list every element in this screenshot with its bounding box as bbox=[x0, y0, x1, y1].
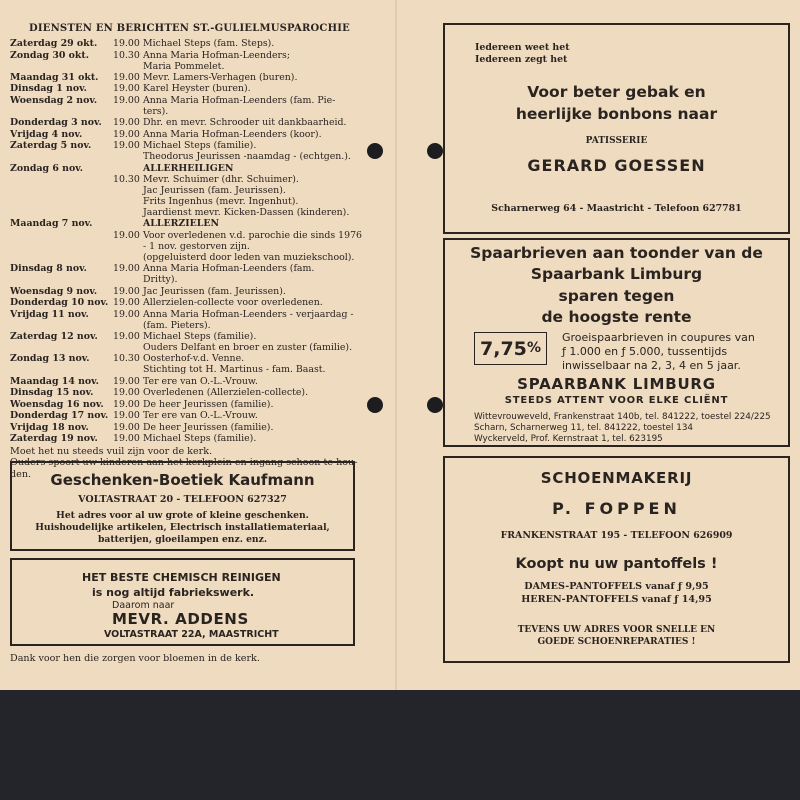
punch-hole-left-bottom bbox=[367, 397, 383, 413]
schedule-time: 19.00 bbox=[113, 387, 140, 399]
punch-hole-right-bottom bbox=[427, 397, 443, 413]
schedule-time: 19.00 bbox=[113, 308, 140, 320]
punch-hole-left-top bbox=[367, 143, 383, 159]
schedule-description: Anna Maria Hofman-Leenders; Maria Pommelet. bbox=[143, 49, 290, 72]
schedule-note: Ouders spoort uw kinderen aan het kerkplein en ingang schoon te hou- bbox=[10, 457, 358, 469]
fold-crease bbox=[395, 0, 397, 690]
schedule-day: Vrijdag 11 nov. bbox=[10, 308, 89, 320]
addens-line-3: Daarom naar bbox=[112, 600, 175, 611]
foppen-address: FRANKENSTRAAT 195 - TELEFOON 626909 bbox=[500, 530, 733, 541]
schedule-day: Woensdag 2 nov. bbox=[10, 94, 98, 106]
spaarbank-line-1: Spaarbrieven aan toonder van de bbox=[470, 244, 763, 262]
spaarbank-line-3: sparen tegen bbox=[558, 287, 675, 305]
schedule-day: Vrijdag 18 nov. bbox=[10, 421, 89, 433]
schedule-day: Donderdag 10 nov. bbox=[10, 297, 109, 309]
schedule-description: ALLERZIELEN bbox=[143, 218, 220, 230]
schedule-time: 19.00 bbox=[113, 263, 140, 275]
goessen-slogan-1: Voor beter gebak en bbox=[527, 83, 706, 101]
schedule-time: 19.00 bbox=[113, 297, 140, 309]
foppen-line-1: SCHOENMAKERIJ bbox=[540, 469, 693, 487]
schedule-day: Dinsdag 1 nov. bbox=[10, 83, 87, 95]
goessen-tag-1: Iedereen weet het bbox=[475, 42, 570, 53]
schedule-description: Anna Maria Hofman-Leenders (fam. Pie- ters). bbox=[143, 94, 336, 117]
foppen-ad bbox=[443, 456, 790, 663]
addens-line-1: HET BESTE CHEMISCH REINIGEN bbox=[82, 571, 281, 584]
schedule-time: 19.00 bbox=[113, 421, 140, 433]
rate-unit: % bbox=[527, 340, 542, 356]
schedule-time: 19.00 bbox=[113, 71, 140, 83]
goessen-ad bbox=[443, 23, 790, 234]
schedule-time: 19.00 bbox=[113, 398, 140, 410]
foppen-extra-1: TEVENS UW ADRES VOOR SNELLE EN bbox=[517, 625, 716, 635]
schedule-description: Oosterhof-v.d. Venne. Stichting tot H. Martinus - fam. Baast. bbox=[143, 353, 326, 376]
schedule-description: Karel Heyster (buren). bbox=[143, 83, 251, 95]
schedule-day: Zondag 30 okt. bbox=[10, 49, 90, 61]
goessen-name: GERARD GOESSEN bbox=[527, 156, 706, 175]
schedule-time: 19.00 bbox=[113, 285, 140, 297]
goessen-tag-2: Iedereen zegt het bbox=[475, 54, 568, 65]
binding-backdrop bbox=[0, 690, 800, 800]
schedule-description: Mevr. Schuimer (dhr. Schuimer). Jac Jeurissen (fam. Jeurissen). Frits Ingenhus (mevr. Ingenhut). Jaardienst mevr. Kicken-Dassen (kinderen). bbox=[143, 174, 350, 219]
schedule-description: Voor overledenen v.d. parochie die sinds 1976 - 1 nov. gestorven zijn. (opgeluisterd door leden van muziekschool). bbox=[143, 229, 363, 263]
schedule-day: Zaterdag 29 okt. bbox=[10, 38, 98, 49]
schedule-description: Mevr. Lamers-Verhagen (buren). bbox=[143, 71, 298, 83]
spaarbank-ad bbox=[443, 238, 790, 447]
foppen-name: P. FOPPEN bbox=[552, 499, 681, 518]
schedule-day: Vrijdag 4 nov. bbox=[10, 128, 83, 140]
kaufmann-line-3: batterijen, gloeilampen enz. enz. bbox=[97, 534, 268, 545]
schedule-time: 19.00 bbox=[113, 410, 140, 422]
schedule-note: den. bbox=[10, 468, 32, 480]
schedule-description: Michael Steps (familie). Theodorus Jeurissen -naamdag - (echtgen.). bbox=[143, 140, 351, 163]
spaarbank-tagline: STEEDS ATTENT VOOR ELKE CLIËNT bbox=[504, 395, 729, 406]
schedule-description: De heer Jeurissen (familie). bbox=[143, 398, 274, 410]
schedule-day: Zaterdag 5 nov. bbox=[10, 140, 92, 152]
schedule-day: Zaterdag 12 nov. bbox=[10, 331, 98, 342]
schedule-time: 19.00 bbox=[113, 117, 140, 129]
schedule-day: Woensdag 9 nov. bbox=[10, 285, 98, 297]
spaarbank-line-4: de hoogste rente bbox=[541, 308, 692, 326]
schedule-description: Allerzielen-collecte voor overledenen. bbox=[143, 297, 323, 309]
schedule-day: Dinsdag 8 nov. bbox=[10, 263, 87, 275]
schedule-time: 10.30 bbox=[113, 49, 140, 61]
schedule-day: Maandag 7 nov. bbox=[10, 218, 93, 230]
schedule-time: 19.00 bbox=[113, 375, 140, 387]
schedule-description: Overledenen (Allerzielen-collecte). bbox=[143, 387, 309, 399]
kaufmann-ad bbox=[10, 461, 355, 551]
addens-name: MEVR. ADDENS bbox=[112, 610, 249, 628]
kaufmann-line-2: Huishoudelijke artikelen, Electrisch installatiemateriaal, bbox=[35, 522, 330, 533]
schedule-note: Moet het nu steeds vuil zijn voor de kerk. bbox=[10, 445, 213, 457]
schedule-time: 10.30 bbox=[113, 174, 140, 186]
schedule-time: 10.30 bbox=[113, 353, 140, 365]
schedule-time: 19.00 bbox=[113, 331, 140, 342]
schedule-time: 19.00 bbox=[113, 140, 140, 152]
schedule-day: Zondag 6 nov. bbox=[10, 162, 83, 174]
schedule-title: DIENSTEN EN BERICHTEN ST.-GULIELMUSPAROCHIE bbox=[29, 23, 350, 34]
kaufmann-address: VOLTASTRAAT 20 - TELEFOON 627327 bbox=[78, 494, 287, 505]
schedule-time: 19.00 bbox=[113, 83, 140, 95]
schedule-time: 19.00 bbox=[113, 128, 140, 140]
spaarbank-line-2: Spaarbank Limburg bbox=[530, 265, 703, 283]
schedule-description: Jac Jeurissen (fam. Jeurissen). bbox=[143, 285, 286, 297]
schedule-time: 19.00 bbox=[113, 94, 140, 106]
kaufmann-line-1: Het adres voor al uw grote of kleine geschenken. bbox=[56, 510, 309, 521]
spaarbank-address-2: Scharn, Scharnerweg 11, tel. 841222, toestel 134 bbox=[474, 423, 694, 433]
schedule-day: Donderdag 3 nov. bbox=[10, 117, 102, 129]
schedule-day: Dinsdag 15 nov. bbox=[10, 387, 94, 399]
spaarbank-desc-1: Groeispaarbrieven in coupures van bbox=[562, 331, 755, 344]
footer-note: Dank voor hen die zorgen voor bloemen in de kerk. bbox=[10, 653, 260, 664]
addens-line-2: is nog altijd fabriekswerk. bbox=[92, 586, 255, 599]
spaarbank-desc-3: inwisselbaar na 2, 3, 4 en 5 jaar. bbox=[562, 359, 741, 372]
goessen-slogan-2: heerlijke bonbons naar bbox=[515, 105, 718, 123]
foppen-slogan: Koopt nu uw pantoffels ! bbox=[515, 556, 718, 572]
schedule-day: Woensdag 16 nov. bbox=[10, 398, 104, 410]
schedule-time: 19.00 bbox=[113, 433, 140, 445]
schedule-description: Anna Maria Hofman-Leenders - verjaardag - (fam. Pieters). bbox=[143, 308, 354, 331]
punch-hole-right-top bbox=[427, 143, 443, 159]
rate-value: 7,75 bbox=[480, 338, 527, 360]
foppen-price-1: DAMES-PANTOFFELS vanaf ƒ 9,95 bbox=[524, 581, 709, 592]
goessen-address: Scharnerweg 64 - Maastricht - Telefoon 627781 bbox=[491, 203, 742, 214]
spaarbank-desc-2: ƒ 1.000 en ƒ 5.000, tussentijds bbox=[562, 345, 728, 358]
addens-ad bbox=[10, 558, 355, 646]
goessen-kind: PATISSERIE bbox=[585, 136, 648, 146]
schedule-description: Anna Maria Hofman-Leenders (fam. Dritty). bbox=[143, 263, 315, 286]
schedule-time: 19.00 bbox=[113, 38, 140, 49]
schedule-day: Maandag 31 okt. bbox=[10, 71, 99, 83]
foppen-price-2: HEREN-PANTOFFELS vanaf ƒ 14,95 bbox=[521, 594, 712, 605]
spaarbank-address-3: Wyckerveld, Prof. Kernstraat 1, tel. 623195 bbox=[474, 434, 663, 444]
schedule-description: Ter ere van O.-L.-Vrouw. bbox=[143, 410, 258, 422]
schedule-day: Zaterdag 19 nov. bbox=[10, 433, 98, 445]
schedule-day: Donderdag 17 nov. bbox=[10, 410, 109, 422]
spaarbank-name: SPAARBANK LIMBURG bbox=[517, 375, 716, 393]
schedule-day: Maandag 14 nov. bbox=[10, 375, 99, 387]
spaarbank-address-1: Wittevrouweveld, Frankenstraat 140b, tel. 841222, toestel 224/225 bbox=[474, 412, 771, 422]
addens-address: VOLTASTRAAT 22A, MAASTRICHT bbox=[104, 629, 279, 640]
schedule-description: Michael Steps (familie). Ouders Delfant en broer en zuster (familie). bbox=[143, 331, 353, 353]
schedule-description: Dhr. en mevr. Schrooder uit dankbaarheid. bbox=[143, 117, 347, 129]
schedule-description: Michael Steps (familie). bbox=[143, 433, 257, 445]
rate-box bbox=[474, 332, 547, 365]
schedule-description: Michael Steps (fam. Steps). bbox=[143, 38, 275, 49]
schedule-description: Ter ere van O.-L.-Vrouw. bbox=[143, 375, 258, 387]
kaufmann-title: Geschenken-Boetiek Kaufmann bbox=[50, 471, 315, 489]
schedule-description: Anna Maria Hofman-Leenders (koor). bbox=[143, 128, 322, 140]
schedule-day: Zondag 13 nov. bbox=[10, 353, 90, 365]
foppen-extra-2: GOEDE SCHOENREPARATIES ! bbox=[537, 637, 696, 647]
schedule-description: De heer Jeurissen (familie). bbox=[143, 421, 274, 433]
schedule-description: ALLERHEILIGEN bbox=[143, 162, 234, 174]
schedule-time: 19.00 bbox=[113, 229, 140, 241]
